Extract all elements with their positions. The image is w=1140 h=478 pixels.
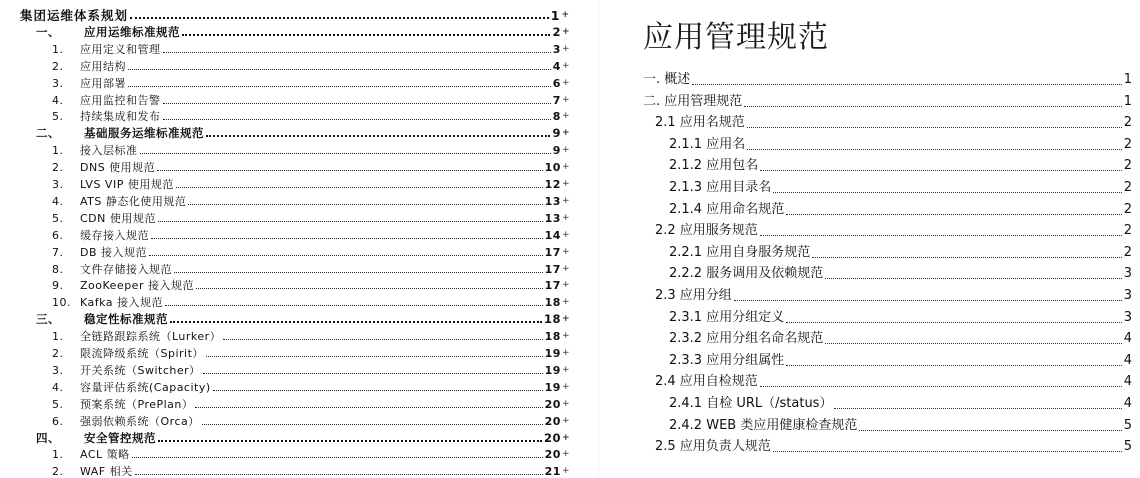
toc-entry — [52, 245, 570, 260]
toc-entry-label: WAF 相关 — [80, 465, 133, 478]
toc-entry-label: 强弱依赖系统（Orca） — [80, 414, 200, 428]
dot-leader — [223, 338, 542, 340]
toc-entry-number: 四、 — [36, 430, 60, 445]
dot-leader — [206, 134, 550, 137]
dot-leader — [170, 320, 542, 323]
toc-entry-number: 5. — [52, 211, 64, 225]
toc-entry-page: 2 — [1123, 201, 1132, 217]
toc-entry-number: 二、 — [36, 126, 60, 141]
toc-entry — [52, 160, 570, 175]
paragraph-mark: + — [561, 94, 570, 105]
dot-leader — [135, 473, 543, 475]
dot-leader — [859, 429, 1121, 431]
paragraph-mark: + — [561, 246, 570, 257]
toc-entry-page: 3 — [552, 42, 561, 56]
right-toc-document — [622, 0, 1140, 478]
dot-leader — [182, 33, 550, 36]
toc-entry-page: 20 — [543, 430, 561, 445]
toc-entry-page: 6 — [552, 76, 561, 90]
dot-leader — [163, 102, 551, 104]
toc-entry-label: Kafka 接入规范 — [80, 296, 164, 310]
paragraph-mark: + — [561, 415, 570, 426]
toc-entry — [669, 351, 1132, 371]
toc-entry-number: 5. — [52, 110, 64, 124]
paragraph-mark: + — [561, 449, 570, 460]
dot-leader — [744, 105, 1121, 107]
paragraph-mark: + — [561, 263, 570, 274]
toc-entry-page: 5 — [1123, 439, 1132, 455]
dot-leader — [825, 342, 1122, 344]
dot-leader — [158, 220, 543, 222]
dot-leader — [760, 234, 1122, 236]
toc-entry-label: 2.1 应用名规范 — [655, 115, 745, 131]
toc-entry-number: 三、 — [36, 312, 60, 327]
toc-entry-label: DB 接入规范 — [80, 245, 148, 259]
dot-leader — [157, 169, 542, 171]
toc-entry-label: 2.4.1 自检 URL（/status） — [669, 396, 833, 411]
dot-leader — [202, 423, 543, 425]
toc-entry-label: 2.2 应用服务规范 — [655, 223, 758, 239]
toc-entry-page: 2 — [1123, 158, 1132, 174]
toc-entry — [643, 70, 1132, 90]
dot-leader — [760, 169, 1122, 171]
toc-entry-page: 5 — [1123, 417, 1132, 433]
dot-leader — [206, 355, 543, 357]
toc-entry-label: 2.1.1 应用名 — [669, 136, 746, 152]
toc-entry — [36, 431, 570, 446]
toc-entry-page: 19 — [544, 363, 561, 377]
toc-entry-number: 6. — [52, 228, 64, 242]
toc-entry-number: 7. — [52, 245, 64, 259]
toc-entry-label: 基础服务运维标准规范 — [84, 126, 204, 141]
paragraph-mark: + — [561, 229, 570, 240]
toc-entry-page: 3 — [1123, 288, 1132, 303]
toc-entry-number: 1. — [52, 42, 64, 56]
toc-entry — [655, 286, 1132, 306]
toc-entry — [655, 372, 1132, 392]
toc-entry — [52, 295, 570, 310]
toc-entry — [20, 8, 570, 23]
toc-entry — [52, 59, 570, 74]
toc-entry — [52, 262, 570, 277]
toc-entry-page: 1 — [1123, 93, 1132, 109]
toc-entry — [643, 92, 1132, 112]
dot-leader — [149, 254, 543, 256]
toc-entry-label: 2.2.2 服务调用及依赖规范 — [669, 266, 824, 282]
toc-entry-label: 文件存储接入规范 — [80, 262, 172, 276]
toc-entry-label: 一. 概述 — [643, 72, 691, 87]
toc-entry-page: 4 — [552, 59, 561, 73]
toc-entry-page: 2 — [1123, 244, 1132, 260]
toc-entry-number: 4. — [52, 194, 64, 208]
toc-entry — [52, 228, 570, 243]
toc-entry-page: 18 — [544, 330, 561, 344]
toc-entry — [655, 221, 1132, 241]
toc-entry-page: 17 — [544, 245, 561, 259]
dot-leader — [812, 256, 1122, 258]
toc-entry — [669, 264, 1132, 284]
toc-entry — [655, 113, 1132, 133]
toc-entry-page: 18 — [543, 312, 561, 327]
toc-entry-label: 应用定义和管理 — [80, 42, 161, 56]
toc-entry-label: LVS VIP 使用规范 — [80, 178, 174, 191]
toc-entry-page: 19 — [544, 380, 561, 394]
toc-entry-number: 4. — [52, 380, 64, 394]
toc-entry-label: 应用运维标准规范 — [84, 24, 180, 39]
dot-leader — [140, 152, 551, 154]
paragraph-mark: + — [561, 314, 570, 325]
paragraph-mark: + — [561, 432, 570, 443]
dot-leader — [128, 68, 551, 70]
dot-leader — [128, 85, 551, 87]
toc-entry-number: 9. — [52, 279, 64, 293]
toc-entry-number: 1. — [52, 330, 64, 344]
toc-entry-label: 2.5 应用负责人规范 — [655, 439, 771, 455]
toc-entry-label: 2.2.1 应用自身服务规范 — [669, 244, 811, 260]
toc-entry-label: 2.3.1 应用分组定义 — [669, 309, 785, 325]
toc-entry — [52, 346, 570, 361]
dot-leader — [130, 16, 549, 19]
toc-entry-page: 20 — [544, 397, 561, 411]
toc-entry-page: 2 — [1123, 180, 1132, 195]
toc-entry-number: 10. — [52, 296, 71, 310]
toc-entry-label: 2.1.4 应用命名规范 — [669, 201, 785, 217]
paragraph-mark: + — [561, 212, 570, 223]
dot-leader — [195, 406, 542, 408]
toc-entry-label: ZooKeeper 接入规范 — [80, 279, 194, 293]
paragraph-mark: + — [561, 128, 570, 139]
dot-leader — [163, 118, 551, 120]
toc-entry-number: 1. — [52, 448, 64, 462]
toc-entry-page: 3 — [1123, 309, 1132, 325]
toc-entry-label: 缓存接入规范 — [80, 228, 149, 242]
dot-leader — [773, 191, 1122, 193]
toc-entry-page: 13 — [544, 194, 561, 208]
toc-entry — [52, 397, 570, 412]
paragraph-mark: + — [561, 179, 570, 189]
toc-entry-page: 3 — [1123, 266, 1132, 282]
paragraph-mark: + — [561, 26, 570, 37]
dot-leader — [174, 271, 543, 273]
toc-entry-label: 应用结构 — [80, 59, 126, 73]
toc-entry — [52, 177, 570, 192]
dot-leader — [734, 299, 1122, 301]
toc-entry-label: 2.3.2 应用分组名命名规范 — [669, 331, 824, 347]
toc-entry-number: 3. — [52, 178, 64, 191]
paragraph-mark: + — [561, 162, 570, 173]
toc-entry-page: 2 — [1123, 115, 1132, 131]
paragraph-mark: + — [561, 60, 570, 71]
toc-entry-label: 稳定性标准规范 — [84, 312, 168, 327]
toc-entry-label: 2.4.2 WEB 类应用健康检查规范 — [669, 417, 858, 433]
dot-leader — [747, 148, 1122, 150]
paragraph-mark: + — [561, 466, 570, 477]
paragraph-mark: + — [561, 297, 570, 308]
paragraph-mark: + — [561, 111, 570, 122]
dot-leader — [196, 287, 543, 289]
toc-entry — [669, 156, 1132, 176]
toc-entry-page: 4 — [1123, 352, 1132, 368]
paragraph-mark: + — [561, 77, 570, 88]
dot-leader — [692, 83, 1121, 85]
toc-entry — [669, 135, 1132, 155]
toc-entry-page: 4 — [1123, 331, 1132, 347]
toc-entry-page: 1 — [550, 8, 561, 23]
toc-entry-page: 20 — [544, 448, 561, 462]
dot-leader — [176, 186, 543, 188]
paragraph-mark: + — [561, 145, 570, 156]
toc-entry — [52, 363, 570, 378]
dot-leader — [203, 372, 543, 374]
toc-entry-label: 持续集成和发布 — [80, 110, 161, 124]
toc-entry — [52, 211, 570, 226]
toc-entry-label: 安全管控规范 — [84, 430, 156, 445]
toc-entry — [36, 312, 570, 327]
toc-entry — [669, 416, 1132, 436]
toc-entry-number: 3. — [52, 76, 64, 90]
toc-entry-number: 8. — [52, 262, 64, 276]
toc-entry — [52, 329, 570, 344]
toc-entry-page: 8 — [552, 110, 561, 124]
toc-entry-page: 21 — [544, 465, 561, 478]
toc-entry — [52, 278, 570, 293]
dot-leader — [188, 203, 542, 205]
toc-entry-label: 2.3 应用分组 — [655, 288, 732, 303]
toc-entry — [52, 93, 570, 108]
toc-entry-label: 2.4 应用自检规范 — [655, 374, 758, 390]
toc-entry-number: 6. — [52, 414, 64, 428]
paragraph-mark: + — [561, 43, 570, 54]
toc-entry-number: 2. — [52, 347, 64, 360]
toc-entry — [669, 243, 1132, 263]
toc-entry-label: 应用部署 — [80, 76, 126, 90]
toc-entry-page: 2 — [1123, 223, 1132, 239]
dot-leader — [163, 51, 551, 53]
dot-leader — [773, 450, 1122, 452]
toc-entry-page: 12 — [544, 178, 561, 191]
dot-leader — [786, 364, 1122, 366]
dot-leader — [825, 277, 1122, 279]
document-title: 应用管理规范 — [643, 20, 829, 55]
toc-entry-page: 14 — [544, 228, 561, 242]
toc-entry — [52, 464, 570, 478]
toc-entry-number: 1. — [52, 144, 64, 158]
toc-entry-number: 2. — [52, 59, 64, 73]
toc-entry-label: 2.3.3 应用分组属性 — [669, 352, 785, 368]
toc-entry-label: 全链路跟踪系统（Lurker） — [80, 330, 222, 344]
toc-entry-label: 2.1.3 应用目录名 — [669, 180, 772, 195]
dot-leader — [213, 389, 543, 391]
toc-entry — [52, 194, 570, 209]
toc-entry-number: 2. — [52, 465, 64, 478]
toc-entry-label: ACL 策略 — [80, 448, 130, 462]
dot-leader — [786, 321, 1122, 323]
toc-entry-page: 19 — [544, 347, 561, 360]
toc-entry-page: 17 — [544, 262, 561, 276]
toc-entry-number: 3. — [52, 363, 64, 377]
toc-entry-page: 18 — [544, 296, 561, 310]
toc-entry-page: 2 — [552, 24, 561, 39]
toc-entry-page: 9 — [552, 126, 561, 141]
paragraph-mark: + — [561, 280, 570, 291]
toc-entry-page: 4 — [1123, 374, 1132, 390]
toc-entry-label: 接入层标准 — [80, 144, 138, 158]
toc-entry — [52, 380, 570, 395]
toc-entry-label: 应用监控和告警 — [80, 93, 161, 107]
toc-entry-page: 2 — [1123, 136, 1132, 152]
paragraph-mark: + — [561, 331, 570, 342]
toc-entry-page: 17 — [544, 279, 561, 293]
paragraph-mark: + — [561, 398, 570, 409]
toc-entry-label: CDN 使用规范 — [80, 211, 156, 225]
document-divider — [598, 0, 599, 478]
toc-entry-page: 1 — [1123, 72, 1132, 87]
toc-entry — [669, 329, 1132, 349]
toc-entry-number: 4. — [52, 93, 64, 107]
toc-entry — [52, 76, 570, 91]
toc-entry — [52, 42, 570, 57]
dot-leader — [760, 385, 1122, 387]
toc-entry — [52, 447, 570, 462]
dot-leader — [786, 213, 1122, 215]
paragraph-mark: + — [561, 10, 570, 20]
paragraph-mark: + — [561, 348, 570, 358]
toc-entry — [36, 126, 570, 141]
toc-entry-label: DNS 使用规范 — [80, 161, 156, 175]
paragraph-mark: + — [561, 381, 570, 392]
toc-entry — [669, 200, 1132, 220]
toc-entry-number: 一、 — [36, 24, 60, 39]
toc-entry-number: 5. — [52, 397, 64, 411]
toc-entry — [669, 178, 1132, 198]
toc-entry — [52, 143, 570, 158]
toc-entry-label: 容量评估系统(Capacity) — [80, 380, 211, 394]
toc-entry-page: 13 — [544, 211, 561, 225]
toc-entry-label: ATS 静态化使用规范 — [80, 194, 187, 208]
toc-entry-label: 限流降级系统（Spirit） — [80, 347, 204, 360]
dot-leader — [747, 126, 1122, 128]
toc-entry-label: 开关系统（Switcher） — [80, 363, 201, 377]
toc-entry — [52, 109, 570, 124]
toc-entry-label: 二. 应用管理规范 — [643, 93, 743, 109]
toc-entry-page: 7 — [552, 93, 561, 107]
toc-entry-page: 9 — [552, 144, 561, 158]
toc-entry-number: 2. — [52, 161, 64, 175]
dot-leader — [151, 237, 543, 239]
toc-entry — [655, 437, 1132, 457]
dot-leader — [158, 439, 542, 442]
toc-entry-page: 4 — [1123, 396, 1132, 411]
toc-entry — [669, 394, 1132, 414]
toc-entry — [52, 414, 570, 429]
dot-leader — [132, 456, 543, 458]
toc-entry-label: 2.1.2 应用包名 — [669, 158, 759, 174]
toc-entry-label: 集团运维体系规划 — [20, 8, 129, 23]
dot-leader — [165, 304, 543, 306]
paragraph-mark: + — [561, 364, 570, 375]
dot-leader — [834, 407, 1121, 409]
toc-entry — [669, 308, 1132, 328]
toc-entry-label: 预案系统（PrePlan） — [80, 397, 194, 411]
toc-entry — [36, 25, 570, 40]
toc-entry-page: 20 — [544, 414, 561, 428]
toc-entry-page: 10 — [544, 161, 561, 175]
paragraph-mark: + — [561, 195, 570, 206]
